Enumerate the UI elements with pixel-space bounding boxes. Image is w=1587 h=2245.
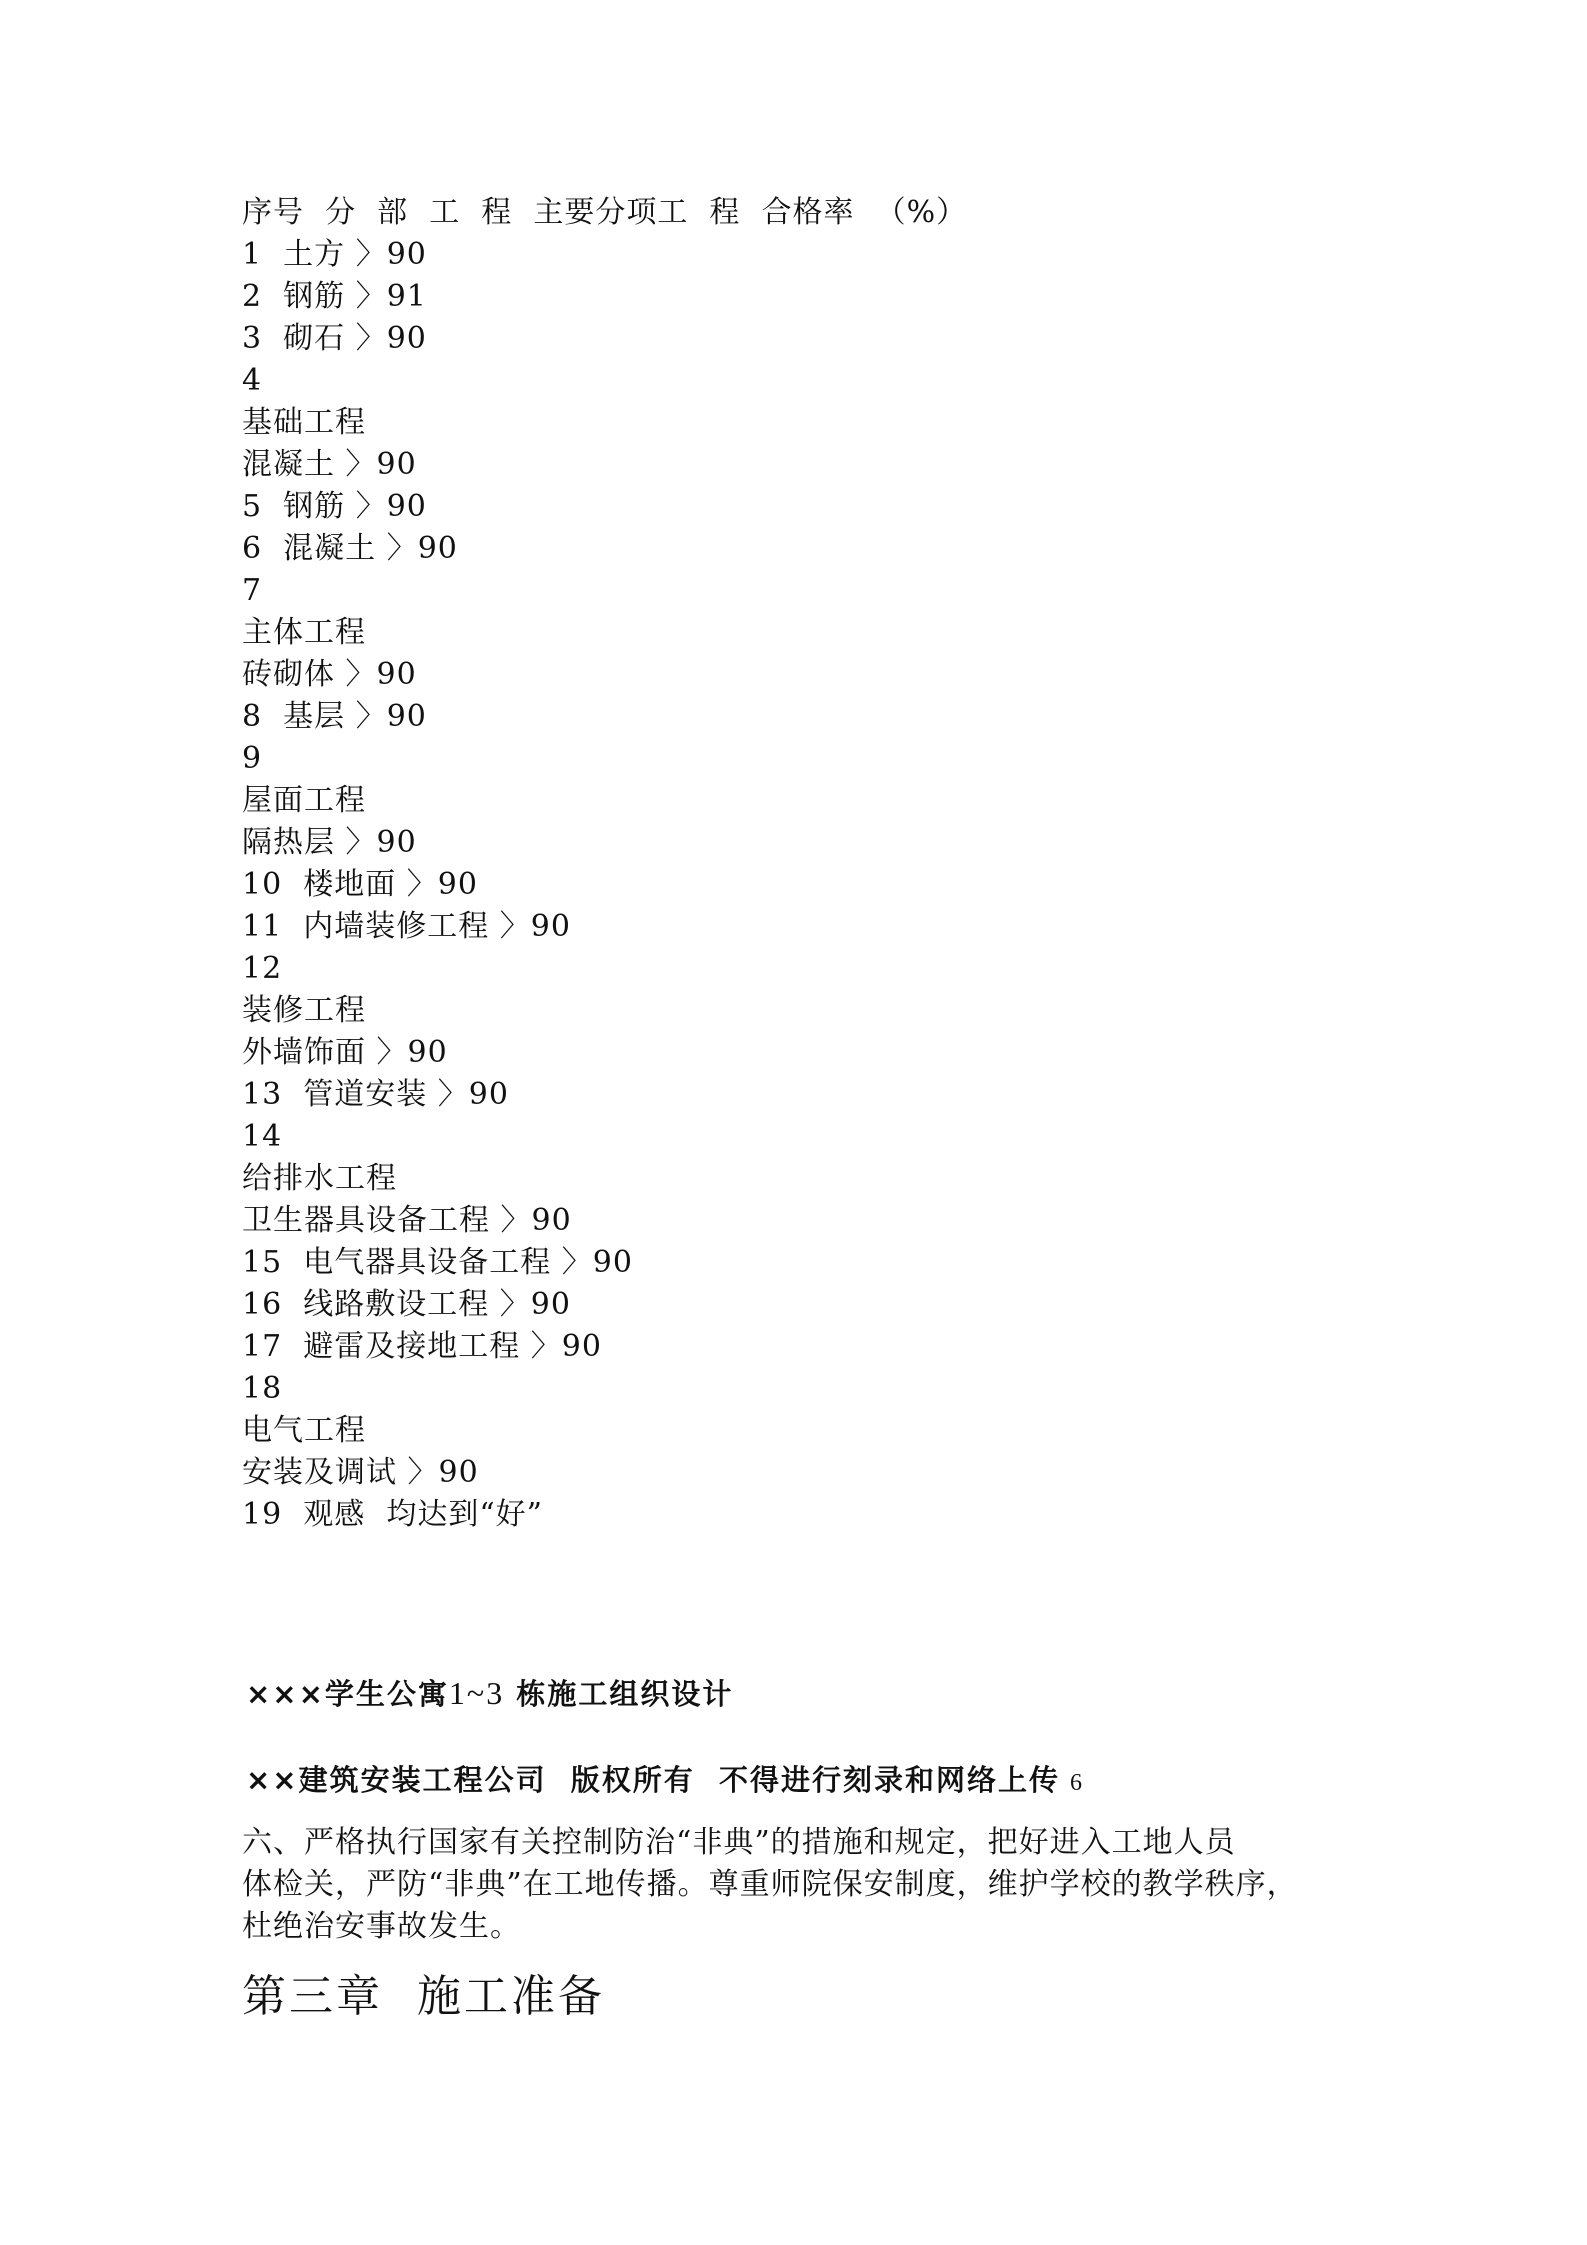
- paragraph-line: 体检关，严防“非典”在工地传播。尊重师院保安制度，维护学校的教学秩序，: [242, 1867, 1298, 1902]
- list-item: 基础工程: [242, 405, 366, 440]
- quality-target-list: [242, 192, 1342, 1536]
- paragraph-line: 六、严格执行国家有关控制防治“非典”的措施和规定，把好进入工地人员: [242, 1825, 1236, 1860]
- paragraph-line: 杜绝治安事故发生。: [242, 1909, 521, 1944]
- list-item: 12: [242, 951, 283, 986]
- list-item: 4: [242, 363, 263, 398]
- list-item: 9: [242, 741, 263, 776]
- list-item: 主体工程: [242, 615, 366, 650]
- table-header: 序号 分 部 工 程 主要分项工 程 合格率 （%）: [242, 195, 968, 230]
- footer-title-prefix: ×××学生公寓: [246, 1677, 449, 1711]
- list-item: 13 管道安装 〉90: [242, 1077, 509, 1112]
- list-item: 2 钢筋 〉91: [242, 279, 427, 314]
- chapter-heading: 第三章 施工准备: [242, 1971, 605, 2022]
- list-item: 16 线路敷设工程 〉90: [242, 1287, 571, 1322]
- list-item: 3 砌石 〉90: [242, 321, 427, 356]
- list-item: 8 基层 〉90: [242, 699, 427, 734]
- list-item: 卫生器具设备工程 〉90: [242, 1203, 572, 1238]
- list-item: 混凝土 〉90: [242, 447, 417, 482]
- list-item: 安装及调试 〉90: [242, 1455, 479, 1490]
- list-item: 给排水工程: [242, 1161, 397, 1196]
- footer-title: [246, 1672, 733, 1713]
- list-item: 砖砌体 〉90: [242, 657, 417, 692]
- page-number: 6: [1069, 1770, 1084, 1796]
- list-item: 17 避雷及接地工程 〉90: [242, 1329, 602, 1364]
- body-paragraph: [242, 1822, 1362, 1948]
- list-item: 14: [242, 1119, 283, 1154]
- copyright-text: ××建筑安装工程公司 版权所有 不得进行刻录和网络上传: [246, 1763, 1060, 1797]
- list-item: 装修工程: [242, 993, 366, 1028]
- list-item: 6 混凝土 〉90: [242, 531, 458, 566]
- list-item: 1 土方 〉90: [242, 237, 427, 272]
- list-item: 隔热层 〉90: [242, 825, 417, 860]
- list-item: 屋面工程: [242, 783, 366, 818]
- list-item: 11 内墙装修工程 〉90: [242, 909, 571, 944]
- list-item: 电气工程: [242, 1413, 366, 1448]
- list-item: 19 观感 均达到“好”: [242, 1497, 543, 1532]
- footer-copyright: [246, 1758, 1084, 1799]
- list-item: 5 钢筋 〉90: [242, 489, 427, 524]
- list-item: 10 楼地面 〉90: [242, 867, 478, 902]
- list-item: 外墙饰面 〉90: [242, 1035, 448, 1070]
- footer-title-range: 1~3: [448, 1675, 505, 1711]
- footer-title-suffix: 栋施工组织设计: [504, 1677, 734, 1711]
- list-item: 7: [242, 573, 263, 608]
- list-item: 15 电气器具设备工程 〉90: [242, 1245, 633, 1280]
- list-item: 18: [242, 1371, 283, 1406]
